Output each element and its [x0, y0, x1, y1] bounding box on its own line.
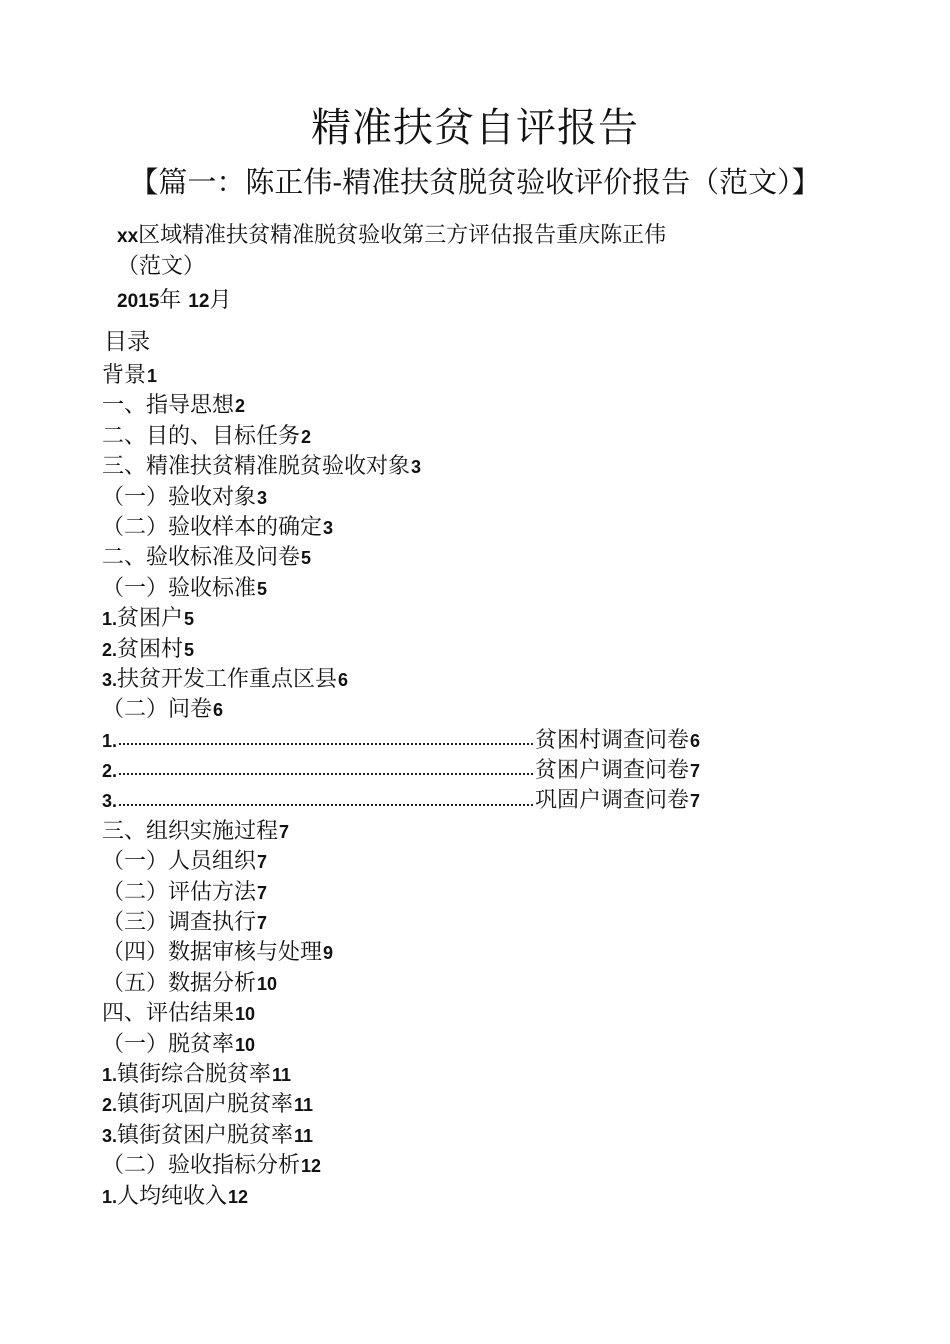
toc-entry-text: 贫困户调查问卷 [535, 758, 690, 784]
intro-line-2: （范文） [117, 254, 206, 279]
toc-entry [102, 1060, 762, 1090]
toc-entry [102, 786, 762, 816]
toc-entry-number: 2. [102, 639, 118, 660]
toc-entry-number: 3. [102, 1125, 118, 1146]
toc-entry-page: 10 [235, 1004, 256, 1025]
toc-entry-text: 二、验收标准及问卷 [102, 545, 301, 571]
toc-entry-page: 11 [294, 1095, 314, 1116]
toc-entry [102, 635, 762, 665]
document-subtitle: 【篇一：陈正伟-精准扶贫脱贫验收评价报告（范文）】 [129, 165, 821, 199]
toc-entry-text: （一）验收标准 [102, 575, 257, 601]
toc-entry-page: 3 [323, 517, 334, 538]
toc-entry-text: （二）评估方法 [102, 879, 257, 905]
toc-entry-page: 6 [690, 730, 701, 751]
toc-entry-page: 2 [235, 396, 246, 417]
toc-entry [102, 1090, 762, 1120]
toc-entry [102, 1182, 762, 1212]
toc-entry [102, 665, 762, 695]
toc-entry [102, 756, 762, 786]
intro-prefix: xx [117, 226, 139, 247]
toc-entry [102, 726, 762, 756]
toc-entry-number: 1. [102, 730, 118, 751]
toc-entry-number: 2. [102, 1095, 118, 1116]
toc-entry-text: （一）人员组织 [102, 849, 257, 875]
toc-entry-text: 贫困村调查问卷 [535, 727, 690, 753]
toc-entry-page: 6 [213, 700, 224, 721]
toc-entry-text: 背景 [102, 363, 147, 388]
toc-entry-text: 贫困村 [117, 636, 184, 662]
toc-entry-number: 1. [102, 1186, 118, 1207]
toc-entry-page: 7 [279, 821, 290, 842]
toc-entry-page: 5 [257, 578, 268, 599]
toc-entry [102, 391, 762, 421]
toc-entry [102, 908, 762, 938]
toc-entry-page: 7 [257, 913, 268, 934]
toc-dot-leader [119, 804, 533, 806]
toc-entry [102, 938, 762, 968]
toc-entry [102, 1151, 762, 1181]
toc-entry-page: 5 [184, 609, 195, 630]
toc-entry [102, 817, 762, 847]
toc-entry [102, 574, 762, 604]
toc-entry-page: 7 [690, 761, 701, 782]
toc-entry [102, 483, 762, 513]
toc-entry [102, 361, 762, 391]
date-year-unit: 年 [159, 288, 182, 313]
report-date [117, 286, 231, 317]
toc-dot-leader [119, 773, 533, 775]
toc-entry-number: 2. [102, 761, 118, 782]
date-month-unit: 月 [209, 288, 232, 313]
toc-entry-text: 贫困户 [117, 606, 184, 632]
toc-entry [102, 1121, 762, 1151]
toc-entry [102, 969, 762, 999]
toc-entry-page: 12 [228, 1186, 249, 1207]
toc-entry-text: 镇街贫困户脱贫率 [117, 1122, 294, 1148]
toc-entry-text: 巩固户调查问卷 [535, 788, 690, 814]
toc-entry [102, 847, 762, 877]
toc-entry-page: 12 [301, 1156, 322, 1177]
toc-entry-page: 10 [257, 973, 278, 994]
toc-entry [102, 999, 762, 1029]
toc-entry [102, 452, 762, 482]
toc-heading: 目录 [104, 329, 150, 355]
toc-entry-page: 3 [411, 457, 422, 478]
toc-entry [102, 878, 762, 908]
toc-entry-text: 人均纯收入 [117, 1183, 228, 1209]
table-of-contents [102, 361, 762, 1212]
toc-entry-page: 7 [690, 791, 701, 812]
date-year: 2015 [117, 291, 160, 312]
toc-entry-number: 1. [102, 609, 118, 630]
toc-entry-text: 二、目的、目标任务 [102, 423, 301, 449]
toc-entry-page: 11 [272, 1064, 292, 1085]
toc-entry-text: （一）验收对象 [102, 484, 257, 510]
toc-entry [102, 513, 762, 543]
toc-entry-number: 1. [102, 1064, 118, 1085]
toc-entry-text: （三）调查执行 [102, 910, 257, 936]
toc-entry-text: 扶贫开发工作重点区县 [117, 666, 338, 692]
toc-entry [102, 422, 762, 452]
toc-entry-text: （四）数据审核与处理 [102, 940, 323, 966]
toc-entry [102, 604, 762, 634]
document-title: 精准扶贫自评报告 [311, 105, 639, 151]
toc-entry-text: 四、评估结果 [102, 1001, 235, 1027]
toc-entry-page: 11 [294, 1125, 314, 1146]
toc-entry-number: 3. [102, 669, 118, 690]
toc-entry-page: 7 [257, 882, 268, 903]
toc-entry-text: （一）脱贫率 [102, 1031, 235, 1057]
toc-entry-text: 三、组织实施过程 [102, 818, 279, 844]
date-month: 12 [188, 291, 210, 312]
toc-entry-page: 9 [323, 943, 334, 964]
intro-text: 区域精准扶贫精准脱贫验收第三方评估报告重庆陈正伟 [138, 223, 667, 248]
toc-entry-text: 一、指导思想 [102, 393, 235, 419]
toc-entry-text: （二）验收指标分析 [102, 1153, 301, 1179]
toc-entry-text: 镇街巩固户脱贫率 [117, 1092, 294, 1118]
toc-entry [102, 1030, 762, 1060]
toc-entry-page: 2 [301, 426, 312, 447]
toc-entry-page: 6 [338, 669, 349, 690]
toc-entry-text: 镇街综合脱贫率 [117, 1061, 272, 1087]
toc-entry-page: 5 [184, 639, 195, 660]
toc-entry-page: 10 [235, 1034, 256, 1055]
toc-entry [102, 543, 762, 573]
toc-entry-number: 3. [102, 791, 118, 812]
toc-entry-text: （二）验收样本的确定 [102, 514, 323, 540]
toc-dot-leader [119, 743, 533, 745]
toc-entry-page: 5 [301, 548, 312, 569]
toc-entry-text: 三、精准扶贫精准脱贫验收对象 [102, 454, 411, 480]
intro-line [117, 221, 737, 252]
toc-entry-page: 3 [257, 487, 268, 508]
toc-entry-page: 7 [257, 852, 268, 873]
toc-entry-text: （五）数据分析 [102, 970, 257, 996]
toc-entry-text: （二）问卷 [102, 697, 213, 723]
toc-entry [102, 695, 762, 725]
toc-entry-page: 1 [147, 366, 158, 386]
